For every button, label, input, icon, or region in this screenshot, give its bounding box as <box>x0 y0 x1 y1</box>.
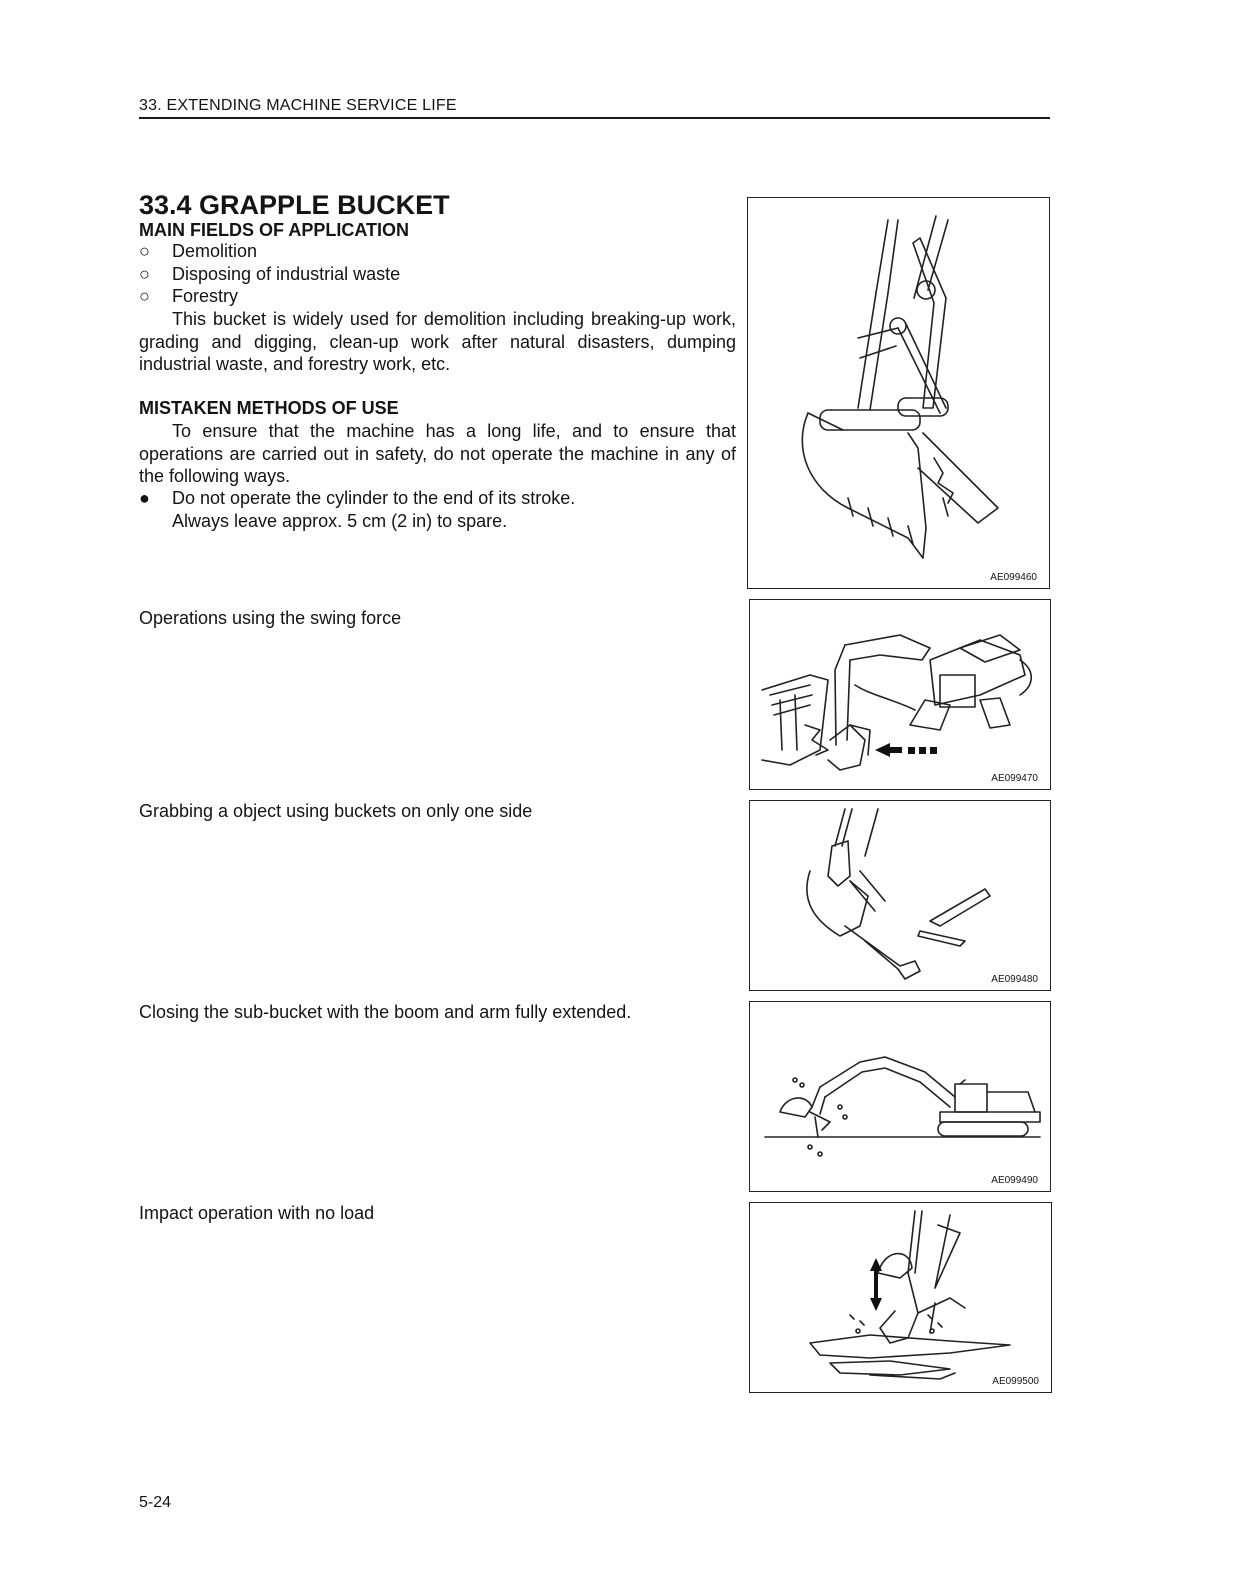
figure-code: AE099470 <box>991 773 1038 784</box>
figure-code: AE099500 <box>992 1376 1039 1387</box>
figure-one-side-grab <box>749 800 1051 991</box>
figure-code: AE099480 <box>991 974 1038 985</box>
applications-body <box>139 308 736 376</box>
figure-extended-boom <box>749 1001 1051 1192</box>
mistaken-methods-heading: MISTAKEN METHODS OF USE <box>139 398 399 418</box>
one-side-grab-illustration-icon <box>750 801 1052 992</box>
caption-one-side-grab: Grabbing a object using buckets on only one side <box>139 801 533 821</box>
grapple-bucket-icon <box>748 198 1051 590</box>
list-marker: ○ <box>139 241 150 261</box>
applications-heading: MAIN FIELDS OF APPLICATION <box>139 220 409 240</box>
caption-extended-boom: Closing the sub-bucket with the boom and arm fully extended. <box>139 1002 632 1022</box>
figure-code: AE099460 <box>990 572 1037 583</box>
list-marker: ○ <box>139 263 150 284</box>
header-rule <box>139 117 1050 119</box>
list-item-text: Forestry <box>172 286 239 306</box>
bullet-marker: ● <box>139 488 150 508</box>
extended-boom-illustration-icon <box>750 1002 1052 1193</box>
figure-grapple-bucket <box>747 197 1050 589</box>
list-item <box>139 263 739 286</box>
page-number: 5-24 <box>139 1494 172 1511</box>
figure-code: AE099490 <box>991 1175 1038 1186</box>
figure-swing-force <box>749 599 1051 790</box>
mistaken-methods-text: To ensure that the machine has a long life, and to ensure that operations are carried out in safety, do not operate the machine in any of the following ways. <box>139 421 736 486</box>
figure-impact-no-load <box>749 1202 1052 1393</box>
applications-list <box>139 240 739 308</box>
warning-bullet <box>139 487 739 532</box>
section-title: 33.4 GRAPPLE BUCKET <box>139 190 450 220</box>
caption-swing-force: Operations using the swing force <box>139 608 402 628</box>
impact-operation-illustration-icon <box>750 1203 1053 1394</box>
list-item <box>139 240 739 263</box>
swing-force-illustration-icon <box>750 600 1052 791</box>
running-header: 33. EXTENDING MACHINE SERVICE LIFE <box>139 97 457 114</box>
list-item-text: Demolition <box>172 241 258 261</box>
bullet-line-2: Always leave approx. 5 cm (2 in) to spare. <box>172 510 508 531</box>
list-item <box>139 285 739 308</box>
mistaken-methods-body <box>139 420 736 488</box>
list-marker: ○ <box>139 286 150 306</box>
caption-impact-no-load: Impact operation with no load <box>139 1203 375 1223</box>
list-item-text: Disposing of industrial waste <box>172 263 401 284</box>
bullet-line-1: Do not operate the cylinder to the end of its stroke. <box>172 488 576 508</box>
applications-body-text: This bucket is widely used for demolition including breaking-up work, grading and digging, clean-up work after natural disasters, dumping industrial waste, and forestry work, etc. <box>139 309 736 374</box>
